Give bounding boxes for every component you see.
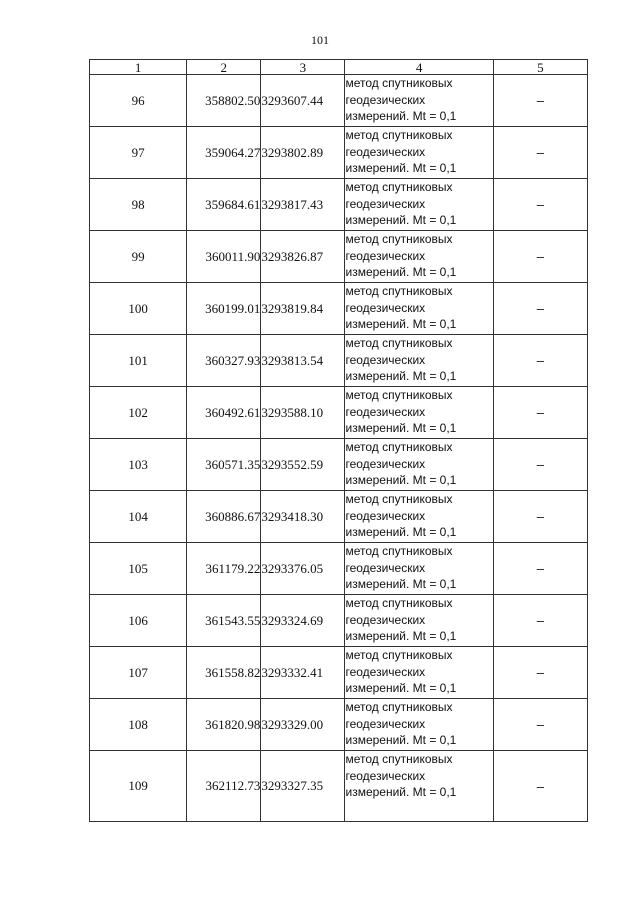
method-cell [345,231,493,283]
method-text-line: метод спутниковых [345,388,453,402]
method-text-line: метод спутниковых [345,336,453,350]
method-text-line: геодезических [345,144,426,159]
point-number-cell: 102 [90,387,187,439]
x-coordinate-cell: 358802.50 [187,75,261,127]
method-text-line: метод спутниковых [345,128,453,142]
note-cell: – [493,179,587,231]
method-text-line: геодезических [345,560,426,575]
header-col-2: 2 [187,60,261,75]
x-coordinate-cell: 360327.93 [187,335,261,387]
table-row [90,75,588,127]
x-coordinate-cell: 361558.82 [187,647,261,699]
method-text-line: измерений. Mt = 0,1 [345,109,457,123]
method-text-line: метод спутниковых [345,752,453,766]
y-coordinate-cell: 3293817.43 [261,179,345,231]
method-text-line: измерений. Mt = 0,1 [345,161,457,175]
method-text-line: измерений. Mt = 0,1 [345,577,457,591]
x-coordinate-cell: 361179.22 [187,543,261,595]
y-coordinate-cell: 3293327.35 [261,751,345,822]
method-text-line: геодезических [345,612,426,627]
table-row [90,127,588,179]
method-text-line: геодезических [345,456,426,471]
header-row [90,60,588,75]
method-text-line: геодезических [345,248,426,263]
note-cell: – [493,699,587,751]
point-number-cell: 107 [90,647,187,699]
note-cell: – [493,127,587,179]
x-coordinate-cell: 359064.27 [187,127,261,179]
method-cell [345,335,493,387]
header-col-4: 4 [345,60,493,75]
method-cell [345,491,493,543]
note-cell: – [493,647,587,699]
method-text-line: метод спутниковых [345,232,453,246]
point-number-cell: 104 [90,491,187,543]
table-row [90,439,588,491]
note-cell: – [493,543,587,595]
table-row [90,335,588,387]
method-text-line: геодезических [345,716,426,731]
point-number-cell: 108 [90,699,187,751]
method-cell [345,543,493,595]
point-number-cell: 109 [90,751,187,822]
method-text-line: измерений. Mt = 0,1 [345,369,457,383]
note-cell: – [493,231,587,283]
method-text-line: геодезических [345,300,426,315]
method-text-line: измерений. Mt = 0,1 [345,265,457,279]
method-text-line: измерений. Mt = 0,1 [345,785,457,799]
coordinates-table [89,59,588,822]
method-cell [345,387,493,439]
method-text-line: измерений. Mt = 0,1 [345,421,457,435]
note-cell: – [493,595,587,647]
method-text-line: измерений. Mt = 0,1 [345,629,457,643]
method-text-line: метод спутниковых [345,180,453,194]
y-coordinate-cell: 3293418.30 [261,491,345,543]
y-coordinate-cell: 3293826.87 [261,231,345,283]
point-number-cell: 100 [90,283,187,335]
table-row [90,647,588,699]
method-text-line: геодезических [345,508,426,523]
method-text-line: геодезических [345,664,426,679]
method-text-line: метод спутниковых [345,544,453,558]
x-coordinate-cell: 361820.98 [187,699,261,751]
header-col-3: 3 [261,60,345,75]
method-text-line: метод спутниковых [345,648,453,662]
point-number-cell: 96 [90,75,187,127]
y-coordinate-cell: 3293607.44 [261,75,345,127]
method-text-line: измерений. Mt = 0,1 [345,213,457,227]
method-text-line: измерений. Mt = 0,1 [345,525,457,539]
x-coordinate-cell: 360199.01 [187,283,261,335]
table-row [90,543,588,595]
method-text-line: метод спутниковых [345,492,453,506]
note-cell: – [493,751,587,822]
method-cell [345,595,493,647]
method-cell [345,179,493,231]
method-text-line: метод спутниковых [345,76,453,90]
point-number-cell: 98 [90,179,187,231]
note-cell: – [493,439,587,491]
table-body [90,75,588,822]
y-coordinate-cell: 3293332.41 [261,647,345,699]
header-col-5: 5 [493,60,587,75]
method-cell [345,699,493,751]
x-coordinate-cell: 360011.90 [187,231,261,283]
method-text-line: геодезических [345,196,426,211]
point-number-cell: 103 [90,439,187,491]
method-cell [345,439,493,491]
point-number-cell: 106 [90,595,187,647]
method-text-line: измерений. Mt = 0,1 [345,317,457,331]
table-row [90,491,588,543]
method-text-line: геодезических [345,768,426,783]
table-row [90,387,588,439]
table-row [90,179,588,231]
x-coordinate-cell: 360492.61 [187,387,261,439]
y-coordinate-cell: 3293552.59 [261,439,345,491]
note-cell: – [493,75,587,127]
x-coordinate-cell: 362112.73 [187,751,261,822]
method-text-line: геодезических [345,404,426,419]
header-col-1: 1 [90,60,187,75]
method-cell [345,647,493,699]
y-coordinate-cell: 3293588.10 [261,387,345,439]
note-cell: – [493,491,587,543]
method-text-line: метод спутниковых [345,596,453,610]
method-cell [345,127,493,179]
table-row [90,283,588,335]
method-text-line: измерений. Mt = 0,1 [345,473,457,487]
y-coordinate-cell: 3293324.69 [261,595,345,647]
point-number-cell: 105 [90,543,187,595]
page-number: 101 [311,33,329,47]
method-text-line: измерений. Mt = 0,1 [345,733,457,747]
method-text-line: геодезических [345,352,426,367]
method-text-line: метод спутниковых [345,284,453,298]
method-text-line: геодезических [345,92,426,107]
method-cell [345,75,493,127]
method-text-line: измерений. Mt = 0,1 [345,681,457,695]
table-row [90,595,588,647]
point-number-cell: 101 [90,335,187,387]
note-cell: – [493,387,587,439]
table-row [90,699,588,751]
y-coordinate-cell: 3293376.05 [261,543,345,595]
x-coordinate-cell: 361543.55 [187,595,261,647]
note-cell: – [493,283,587,335]
x-coordinate-cell: 360886.67 [187,491,261,543]
method-cell [345,283,493,335]
x-coordinate-cell: 360571.35 [187,439,261,491]
x-coordinate-cell: 359684.61 [187,179,261,231]
method-text-line: метод спутниковых [345,440,453,454]
table-row [90,231,588,283]
note-cell: – [493,335,587,387]
y-coordinate-cell: 3293329.00 [261,699,345,751]
y-coordinate-cell: 3293813.54 [261,335,345,387]
method-text-line: метод спутниковых [345,700,453,714]
point-number-cell: 97 [90,127,187,179]
table-row [90,751,588,822]
method-cell [345,751,493,822]
point-number-cell: 99 [90,231,187,283]
y-coordinate-cell: 3293802.89 [261,127,345,179]
y-coordinate-cell: 3293819.84 [261,283,345,335]
